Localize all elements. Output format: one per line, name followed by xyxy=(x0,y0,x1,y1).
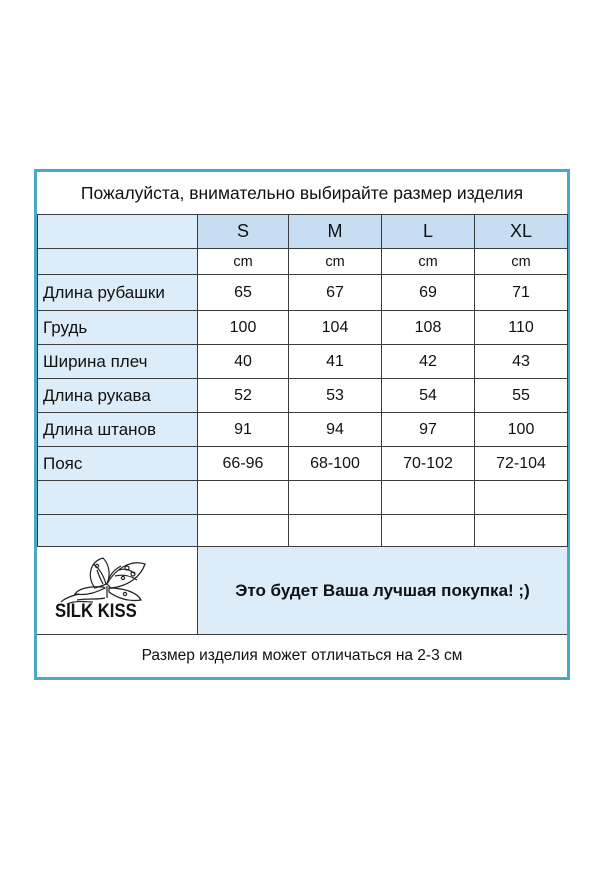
row-label: Длина рукава xyxy=(37,378,198,413)
value-cell: 104 xyxy=(288,310,382,345)
value-cell: 70-102 xyxy=(381,446,475,481)
unit-label-cell xyxy=(37,248,198,275)
row-label: Пояс xyxy=(37,446,198,481)
empty-value-cell xyxy=(288,480,382,515)
value-cell: 69 xyxy=(381,274,475,311)
value-cell: 43 xyxy=(474,344,568,379)
row-label: Длина штанов xyxy=(37,412,198,447)
size-header-m: M xyxy=(288,214,382,249)
value-cell: 52 xyxy=(197,378,289,413)
header-corner-cell xyxy=(37,214,198,249)
value-cell: 68-100 xyxy=(288,446,382,481)
value-cell: 94 xyxy=(288,412,382,447)
size-header-xl: XL xyxy=(474,214,568,249)
empty-value-cell xyxy=(288,514,382,547)
empty-value-cell xyxy=(474,480,568,515)
value-cell: 66-96 xyxy=(197,446,289,481)
row-label: Ширина плеч xyxy=(37,344,198,379)
chart-title: Пожалуйста, внимательно выбирайте размер изделия xyxy=(80,182,524,203)
empty-label-cell xyxy=(37,480,198,515)
value-cell: 42 xyxy=(381,344,475,379)
butterfly-icon xyxy=(37,548,197,608)
value-cell: 54 xyxy=(381,378,475,413)
value-cell: 71 xyxy=(474,274,568,311)
size-header-s: S xyxy=(197,214,289,249)
value-cell: 108 xyxy=(381,310,475,345)
slogan-text: Это будет Ваша лучшая покупка! ;) xyxy=(197,546,567,634)
brand-name: SILK KISS xyxy=(55,601,137,622)
size-chart-frame xyxy=(34,169,570,680)
brand-logo xyxy=(37,546,197,634)
value-cell: 97 xyxy=(381,412,475,447)
value-cell: 100 xyxy=(197,310,289,345)
row-label: Длина рубашки xyxy=(37,274,198,311)
unit-cell: cm xyxy=(474,248,568,275)
value-cell: 91 xyxy=(197,412,289,447)
empty-value-cell xyxy=(197,514,289,547)
empty-value-cell xyxy=(474,514,568,547)
value-cell: 55 xyxy=(474,378,568,413)
value-cell: 100 xyxy=(474,412,568,447)
unit-cell: cm xyxy=(288,248,382,275)
value-cell: 41 xyxy=(288,344,382,379)
empty-value-cell xyxy=(381,514,475,547)
value-cell: 40 xyxy=(197,344,289,379)
size-header-l: L xyxy=(381,214,475,249)
empty-value-cell xyxy=(381,480,475,515)
value-cell: 53 xyxy=(288,378,382,413)
value-cell: 67 xyxy=(288,274,382,311)
unit-cell: cm xyxy=(381,248,475,275)
unit-cell: cm xyxy=(197,248,289,275)
size-note: Размер изделия может отличаться на 2-3 см xyxy=(37,634,567,677)
empty-label-cell xyxy=(37,514,198,547)
value-cell: 110 xyxy=(474,310,568,345)
value-cell: 65 xyxy=(197,274,289,311)
value-cell: 72-104 xyxy=(474,446,568,481)
row-label: Грудь xyxy=(37,310,198,345)
empty-value-cell xyxy=(197,480,289,515)
